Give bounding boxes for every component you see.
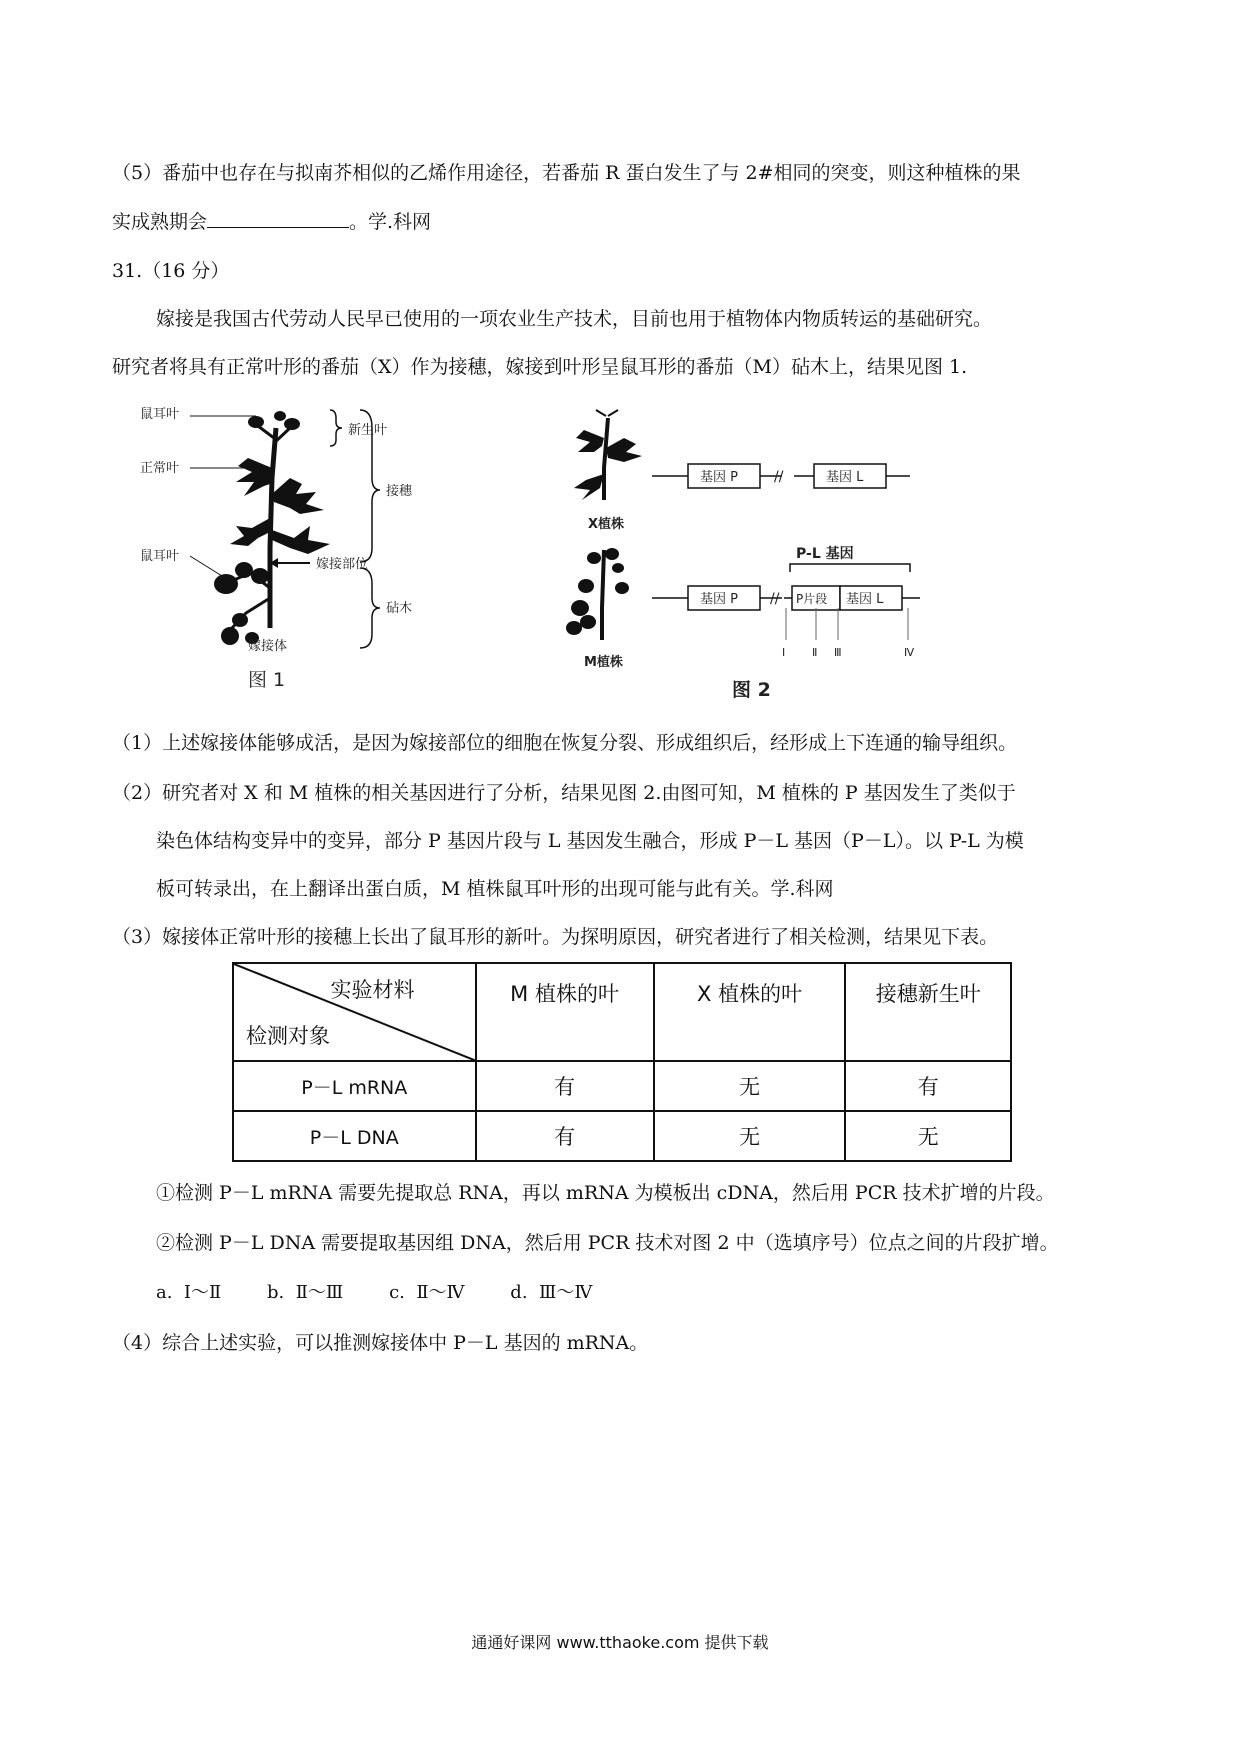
q31-header: 31.（16 分） [112,260,230,282]
table-cell: 无 [654,1111,846,1161]
m-p-fragment: P片段 [796,592,828,606]
table-header: X 植株的叶 [654,963,846,1061]
intro-line1: 嫁接是我国古代劳动人民早已使用的一项农业生产技术，目前也用于植物体内物质转运的基础研究。 [156,308,993,330]
label-m-plant: M植株 [584,655,623,670]
sub-question-2-line3: 板可转录出，在上翻译出蛋白质，M 植株鼠耳叶形的出现可能与此有关。学.科网 [156,878,834,900]
label-x-plant: X植株 [588,517,625,532]
sub-question-3: （3）嫁接体正常叶形的接穗上长出了鼠耳形的新叶。为探明原因，研究者进行了相关检测，结果见下表。 [112,926,999,948]
results-table [232,962,1012,1162]
page-footer: 通通好课网 www.tthaoke.com 提供下载 [471,1633,769,1652]
site-3: Ⅲ [834,646,842,659]
sub-question-2-line2: 染色体结构变异中的变异，部分 P 基因片段与 L 基因发生融合，形成 P－L 基因（P－L）。以 P-L 为模 [156,830,1024,852]
table-row [233,1111,1011,1161]
sub-question-4: （4）综合上述实验，可以推测嫁接体中 P－L 基因的 mRNA。 [112,1332,649,1354]
table-cell: 有 [476,1061,654,1111]
site-1: Ⅰ [782,646,786,659]
answer-options: a. Ⅰ～Ⅱ b. Ⅱ～Ⅲ c. Ⅱ～Ⅳ d. Ⅲ～Ⅳ [156,1282,593,1303]
intro-line2: 研究者将具有正常叶形的番茄（X）作为接穗，嫁接到叶形呈鼠耳形的番茄（M）砧木上，结果见图 1. [112,356,968,378]
x-gene-l: 基因 L [826,470,864,485]
corner-bottom-label: 检测对象 [246,1024,330,1048]
svg-text://: // [774,469,784,485]
site-2: Ⅱ [812,646,818,659]
table-cell: 有 [476,1111,654,1161]
label-normal-leaf: 正常叶 [140,461,180,476]
q5-line2-start: 实成熟期会 [112,211,208,233]
q5-line2-end: 。学.科网 [349,211,432,233]
table-header: M 植株的叶 [476,963,654,1061]
x-gene-p: 基因 P [700,470,738,485]
row-label: P－L DNA [233,1111,476,1161]
table-cell: 有 [845,1061,1011,1111]
note-2: ②检测 P－L DNA 需要提取基因组 DNA，然后用 PCR 技术对图 2 中（选填序号）位点之间的片段扩增。 [156,1232,1059,1254]
label-scion: 接穗 [386,484,413,499]
q5-line2 [112,209,431,235]
fig1-caption: 图 1 [248,669,286,691]
label-rootstock: 砧木 [386,601,413,616]
sub-question-2-line1: （2）研究者对 X 和 M 植株的相关基因进行了分析，结果见图 2.由图可知，M 植株的 P 基因发生了类似于 [112,782,1016,804]
fig2-caption: 图 2 [732,679,771,701]
label-pl-gene: P-L 基因 [796,546,854,562]
label-graft-site: 嫁接部位 [316,557,369,572]
answer-blank [207,209,349,228]
sub-question-1: （1）上述嫁接体能够成活，是因为嫁接部位的细胞在恢复分裂、形成组织后，经形成上下连通的输导组织。 [112,732,1018,754]
table-cell: 无 [845,1111,1011,1161]
label-mouse-ear-bottom: 鼠耳叶 [140,549,180,564]
note-1: ①检测 P－L mRNA 需要先提取总 RNA，再以 mRNA 为模板出 cDNA，然后用 PCR 技术扩增的片段。 [156,1182,1055,1204]
label-mouse-ear-top: 鼠耳叶 [140,407,180,422]
table-header: 接穗新生叶 [845,963,1011,1061]
site-4: Ⅳ [904,646,915,659]
m-gene-l: 基因 L [846,592,884,607]
table-row [233,1061,1011,1111]
label-graft: 嫁接体 [248,639,288,654]
table-corner-cell [233,963,476,1061]
table-cell: 无 [654,1061,846,1111]
row-label: P－L mRNA [233,1061,476,1111]
svg-text://: // [770,591,780,607]
q5-line1: （5）番茄中也存在与拟南芥相似的乙烯作用途径，若番茄 R 蛋白发生了与 2#相同的突变，则这种植株的果 [112,162,1021,184]
corner-top-label: 实验材料 [330,978,415,1002]
label-new-leaf: 新生叶 [348,423,388,438]
figure-2 [560,408,950,708]
m-gene-p: 基因 P [700,592,738,607]
figure-1 [140,398,470,698]
